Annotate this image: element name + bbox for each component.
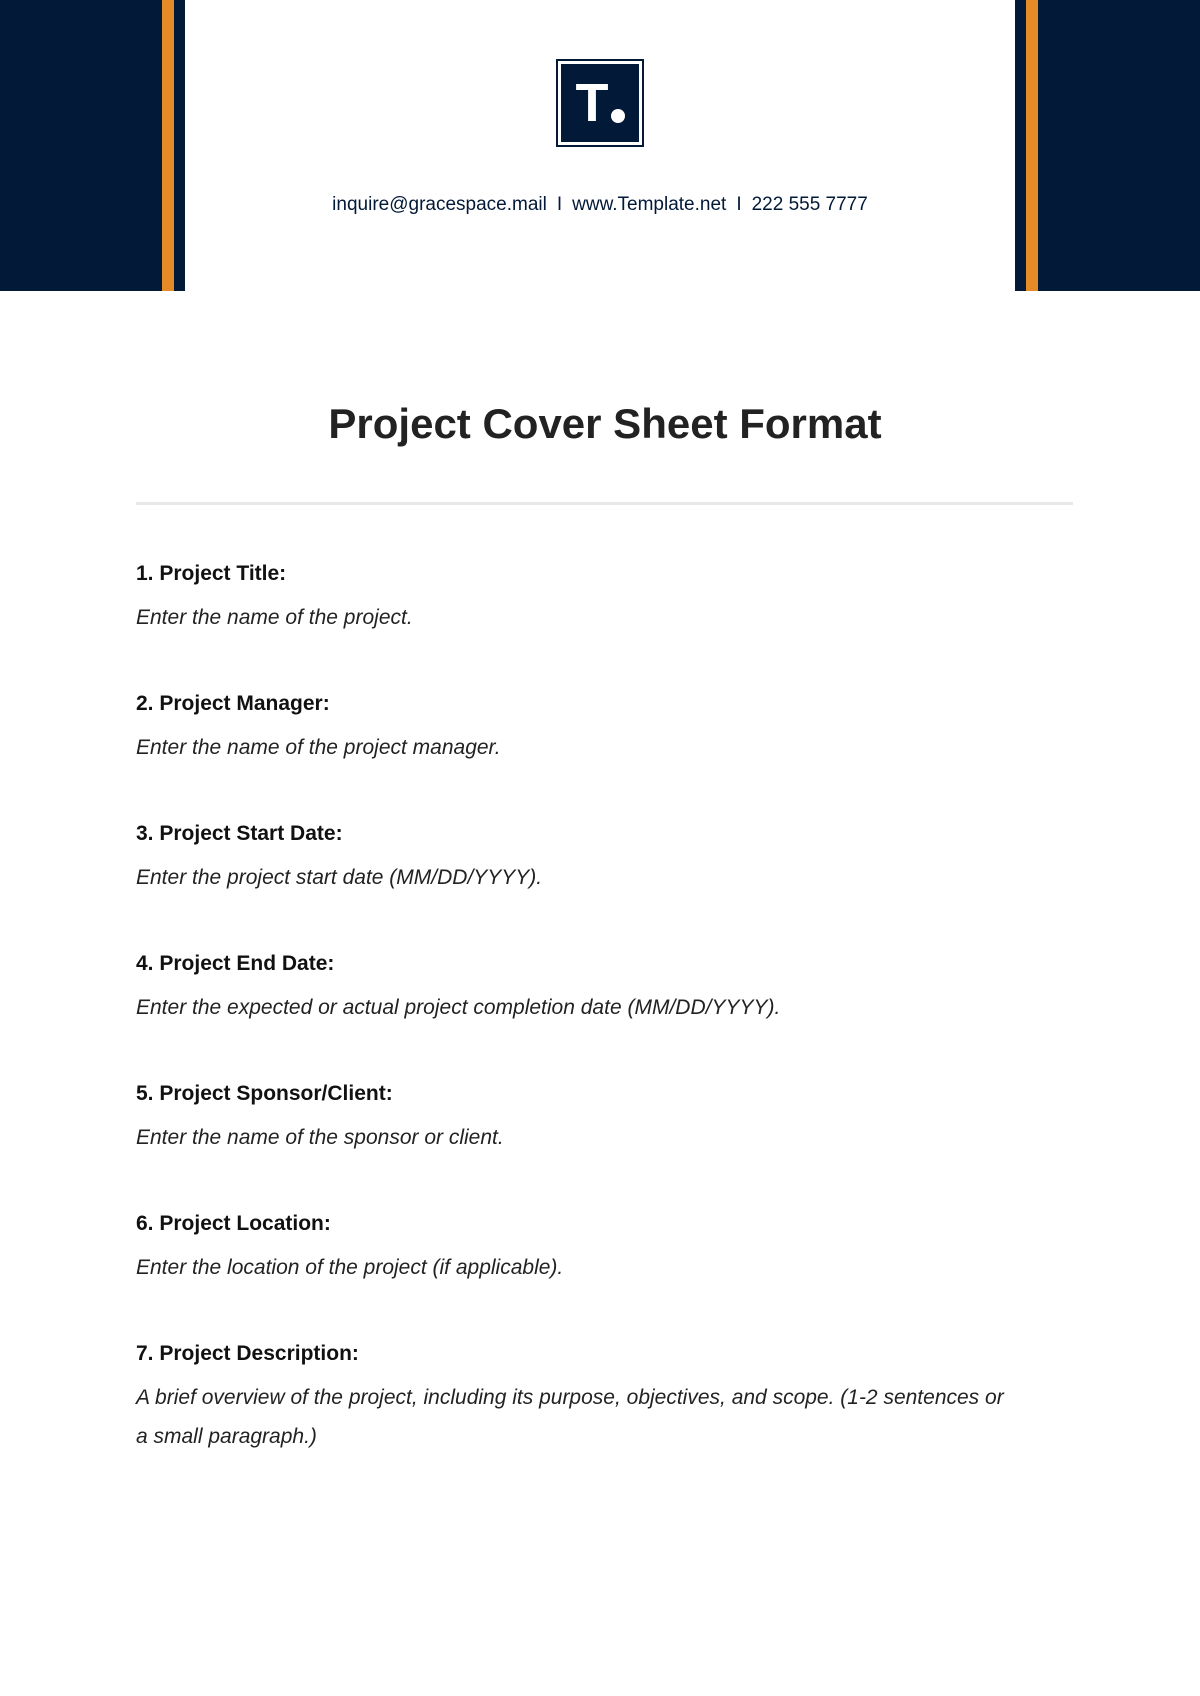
section-text: Enter the name of the project. <box>136 606 413 629</box>
company-logo <box>556 59 644 147</box>
section-text: Enter the name of the project manager. <box>136 736 501 759</box>
section-heading: 2. Project Manager: <box>136 692 330 715</box>
section-project-title <box>136 560 1076 637</box>
contact-line <box>0 194 1200 216</box>
section-heading: 5. Project Sponsor/Client: <box>136 1082 393 1105</box>
section-sponsor <box>136 1080 1076 1157</box>
section-description <box>136 1340 1016 1456</box>
page-title: Project Cover Sheet Format <box>328 400 882 447</box>
section-end-date <box>136 950 1076 1027</box>
contact-phone: 222 555 7777 <box>751 194 868 215</box>
section-heading: 6. Project Location: <box>136 1212 331 1235</box>
logo-letter: T <box>575 73 607 133</box>
header-band-left <box>0 0 185 291</box>
section-location <box>136 1210 1076 1287</box>
section-heading: 7. Project Description: <box>136 1342 359 1365</box>
section-heading: 3. Project Start Date: <box>136 822 343 845</box>
section-start-date <box>136 820 1076 897</box>
separator: I <box>736 194 742 215</box>
accent-stripe <box>162 0 174 291</box>
section-text: A brief overview of the project, including its purpose, objectives, and scope. (1-2 sentences or a small paragraph.) <box>136 1386 1004 1448</box>
contact-website: www.Template.net <box>572 194 727 215</box>
section-project-manager <box>136 690 1076 767</box>
section-text: Enter the expected or actual project completion date (MM/DD/YYYY). <box>136 996 781 1019</box>
header-band-right <box>1015 0 1200 291</box>
accent-stripe <box>1026 0 1038 291</box>
divider <box>136 502 1073 505</box>
section-text: Enter the location of the project (if applicable). <box>136 1256 564 1279</box>
separator: I <box>556 194 563 215</box>
section-text: Enter the project start date (MM/DD/YYYY). <box>136 866 543 889</box>
section-heading: 4. Project End Date: <box>136 952 335 975</box>
contact-email: inquire@gracespace.mail <box>332 194 547 215</box>
logo-dot <box>611 109 625 123</box>
section-text: Enter the name of the sponsor or client. <box>136 1126 504 1149</box>
section-heading: 1. Project Title: <box>136 562 287 585</box>
